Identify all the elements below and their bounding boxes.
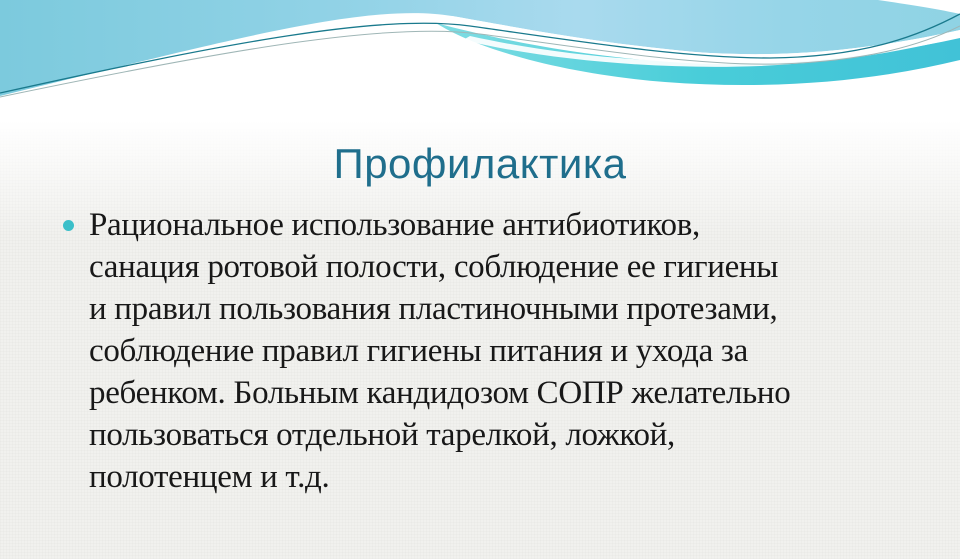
bullet-line: полотенцем и т.д. [89, 459, 330, 495]
bullet-line: санация ротовой полости, соблюдение ее гигиены [89, 249, 779, 285]
slide-title: Профилактика [333, 140, 627, 187]
bullet-item [63, 204, 923, 498]
bullet-line: соблюдение правил гигиены питания и ухода за [89, 333, 749, 369]
slide-body [63, 204, 923, 498]
header-wave-decoration [0, 0, 960, 150]
bullet-line: и правил пользования пластиночными протезами, [89, 291, 778, 327]
bullet-line: ребенком. Больным кандидозом СОПР желательно [89, 375, 791, 411]
bullet-line: Рациональное использование антибиотиков, [89, 207, 700, 243]
bullet-marker-icon [63, 220, 74, 231]
bullet-line: пользоваться отдельной тарелкой, ложкой, [89, 417, 675, 453]
bullet-text [89, 204, 790, 498]
